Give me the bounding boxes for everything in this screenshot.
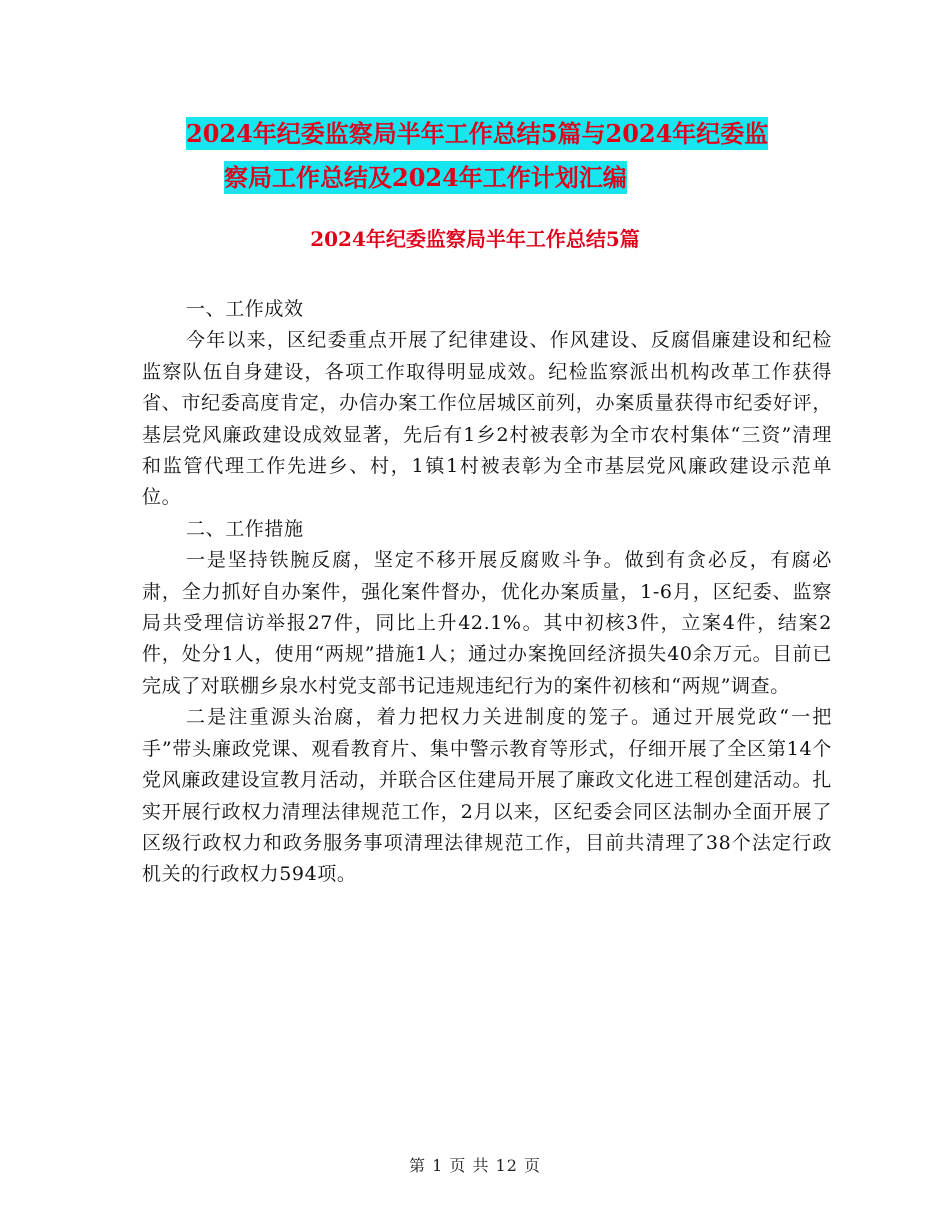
paragraph-anti-corruption: 一是坚持铁腕反腐，坚定不移开展反腐败斗争。做到有贪必反，有腐必肃，全力抓好自办案件，强化案件督办，优化办案质量，1-6月，区纪委、监察局共受理信访举报27件，同比上升42.1%。其中初核3件，立案4件，结案2件，处分1人，使用“两规”措施1人；通过办案挽回经济损失40余万元。目前已完成了对联棚乡泉水村党支部书记违规违纪行为的案件初核和“两规”调查。 [142, 549, 832, 697]
title-line-2-text: 察局工作总结及2024年工作计划汇编 [224, 163, 627, 192]
document-body [142, 294, 832, 891]
page-footer: 第 1 页 共 12 页 [409, 1156, 541, 1175]
title-line-1 [140, 112, 830, 156]
paragraph-achievements: 今年以来，区纪委重点开展了纪律建设、作风建设、反腐倡廉建设和纪检监察队伍自身建设，各项工作取得明显成效。纪检监察派出机构改革工作获得省、市纪委高度肯定，办信办案工作位居城区前列，办案质量获得市纪委好评，基层党风廉政建设成效显著，先后有1乡2村被表彰为全市农村集体“三资”清理和监管代理工作先进乡、村，1镇1村被表彰为全市基层党风廉政建设示范单位。 [142, 329, 832, 509]
document-title [140, 112, 830, 200]
section-heading-measures: 二、工作措施 [186, 517, 304, 540]
section-heading-achievements: 一、工作成效 [186, 298, 304, 320]
paragraph-source-governance: 二是注重源头治腐，着力把权力关进制度的笼子。通过开展党政“一把手”带头廉政党课、观看教育片、集中警示教育等形式，仔细开展了全区第14个党风廉政建设宣教月活动，并联合区住建局开展了廉政文化进工程创建活动。扎实开展行政权力清理法律规范工作，2月以来，区纪委会同区法制办全面开展了区级行政权力和政务服务事项清理法律规范工作，目前共清理了38个法定行政机关的行政权力594项。 [142, 706, 832, 886]
title-line-2 [140, 156, 830, 200]
title-line-1-text: 2024年纪委监察局半年工作总结5篇与2024年纪委监 [186, 119, 769, 148]
section-title: 2024年纪委监察局半年工作总结5篇 [310, 227, 640, 251]
